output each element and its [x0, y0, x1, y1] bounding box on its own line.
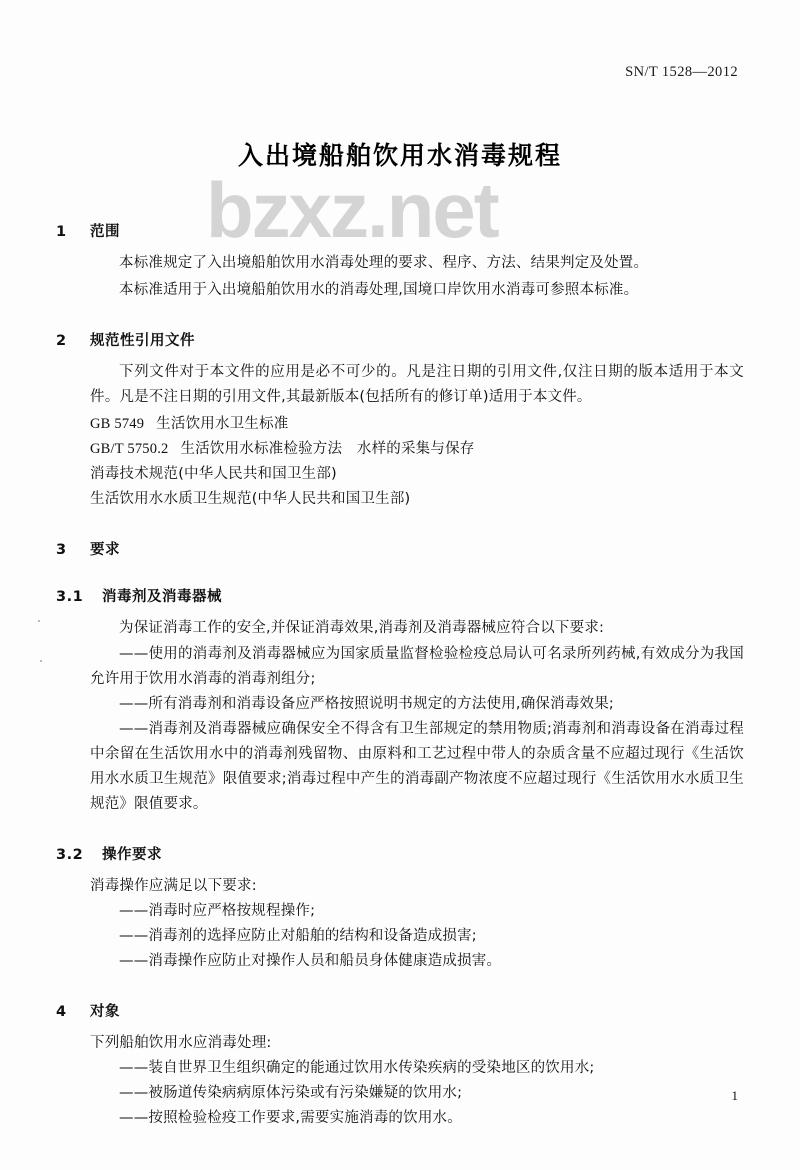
- paragraph: 本标准规定了入出境船舶饮用水消毒处理的要求、程序、方法、结果判定及处置。: [119, 255, 649, 271]
- section-number: 3.2: [56, 847, 84, 863]
- list-item-text: 消毒操作应防止对操作人员和船员身体健康造成损害。: [148, 952, 502, 969]
- list-item: [90, 949, 744, 974]
- dash-mark: ——: [119, 902, 149, 919]
- list-item: [90, 692, 744, 717]
- section-number: 3: [56, 541, 67, 558]
- section-number: 3.1: [56, 588, 84, 605]
- document-body: [56, 220, 744, 1131]
- section-heading-3-1: [56, 585, 744, 606]
- list-item-text: 消毒剂的选择应防止对船舶的结构和设备造成损害;: [148, 927, 477, 944]
- reference-title: 消毒技术规范(中华人民共和国卫生部): [90, 465, 337, 482]
- paper-speck: [38, 620, 40, 622]
- paragraph: 下列文件对于本文件的应用是必不可少的。凡是注日期的引用文件,仅注日期的版本适用于本文件。凡是不注日期的引用文件,其最新版本(包括所有的修订单)适用于本文件。: [90, 363, 744, 405]
- paragraph: 消毒操作应满足以下要求:: [90, 878, 257, 894]
- section-heading-4: [56, 1000, 744, 1021]
- section-heading-3-2: [56, 843, 744, 864]
- dash-mark: ——: [119, 1084, 149, 1101]
- section-title: 消毒剂及消毒器械: [102, 588, 222, 605]
- section-heading-1: [56, 220, 744, 241]
- list-item: [90, 717, 744, 817]
- section-title: 操作要求: [102, 847, 162, 863]
- dash-mark: ——: [119, 646, 149, 663]
- reference-title: 生活饮用水卫生标准: [156, 415, 289, 432]
- reference-item: [90, 412, 744, 437]
- section-number: 4: [56, 1003, 67, 1020]
- list-item: [90, 1081, 744, 1106]
- section-heading-2: [56, 329, 744, 350]
- paper-speck: [40, 660, 42, 662]
- section-title: 范围: [90, 224, 120, 240]
- standard-code: SN/T 1528—2012: [625, 64, 738, 80]
- reference-title: 生活饮用水标准检验方法 水样的采集与保存: [180, 440, 475, 457]
- dash-mark: ——: [119, 927, 149, 944]
- paragraph: 为保证消毒工作的安全,并保证消毒效果,消毒剂及消毒器械应符合以下要求:: [119, 619, 605, 636]
- dash-mark: ——: [119, 952, 149, 969]
- dash-mark: ——: [119, 1109, 149, 1126]
- paragraph: 下列船舶饮用水应消毒处理:: [90, 1034, 272, 1051]
- section-number: 1: [56, 224, 67, 240]
- dash-mark: ——: [119, 696, 149, 713]
- paragraph: 本标准适用于入出境船舶饮用水的消毒处理,国境口岸饮用水消毒可参照本标准。: [119, 281, 639, 298]
- list-item: [90, 1106, 744, 1131]
- list-item-text: 使用的消毒剂及消毒器械应为国家质量监督检验检疫总局认可名录所列药械,有效成分为我国允许用于饮用水消毒的消毒剂组分;: [90, 646, 744, 688]
- list-item: [90, 899, 744, 924]
- section-title: 对象: [90, 1003, 120, 1020]
- section-3-2-lead: [90, 874, 744, 899]
- section-title: 规范性引用文件: [90, 332, 195, 349]
- list-item-text: 装自世界卫生组织确定的能通过饮用水传染疾病的受染地区的饮用水;: [148, 1059, 595, 1076]
- reference-title: 生活饮用水水质卫生规范(中华人民共和国卫生部): [90, 490, 411, 507]
- reference-item: [90, 437, 744, 462]
- section-3-1-body: [90, 616, 744, 641]
- page-title: 入出境船舶饮用水消毒规程: [237, 141, 562, 170]
- page-content: [56, 60, 744, 1126]
- reference-item: [90, 462, 744, 487]
- section-1-body: [90, 251, 744, 303]
- reference-code: GB/T 5750.2: [90, 440, 169, 457]
- dash-mark: ——: [119, 721, 149, 738]
- list-item-text: 被肠道传染病病原体污染或有污染嫌疑的饮用水;: [148, 1084, 463, 1101]
- section-title: 要求: [90, 541, 120, 558]
- list-item-text: 所有消毒剂和消毒设备应严格按照说明书规定的方法使用,确保消毒效果;: [148, 696, 614, 713]
- list-item-text: 消毒剂及消毒器械应确保安全不得含有卫生部规定的禁用物质;消毒剂和消毒设备在消毒过程中余留在生活饮用水中的消毒剂残留物、由原料和工艺过程中带人的杂质含量不应超过现行《生活饮用水水质卫生规范》限值要求;消毒过程中产生的消毒副产物浓度不应超过现行《生活饮用水水质卫生规范》限值要求。: [90, 721, 744, 813]
- section-number: 2: [56, 332, 67, 349]
- dash-mark: ——: [119, 1059, 149, 1076]
- section-2-body: [90, 360, 744, 410]
- list-item: [90, 924, 744, 949]
- list-item: [90, 1056, 744, 1081]
- reference-code: GB 5749: [90, 415, 145, 432]
- list-item-text: 消毒时应严格按规程操作;: [148, 902, 316, 919]
- section-4-lead: [90, 1031, 744, 1056]
- list-item-text: 按照检验检疫工作要求,需要实施消毒的饮用水。: [148, 1109, 462, 1126]
- list-item: [90, 642, 744, 692]
- reference-item: [90, 487, 744, 512]
- page-number: 1: [731, 1088, 738, 1103]
- watermark-text: bzxz.net: [206, 166, 498, 254]
- section-heading-3: [56, 538, 744, 559]
